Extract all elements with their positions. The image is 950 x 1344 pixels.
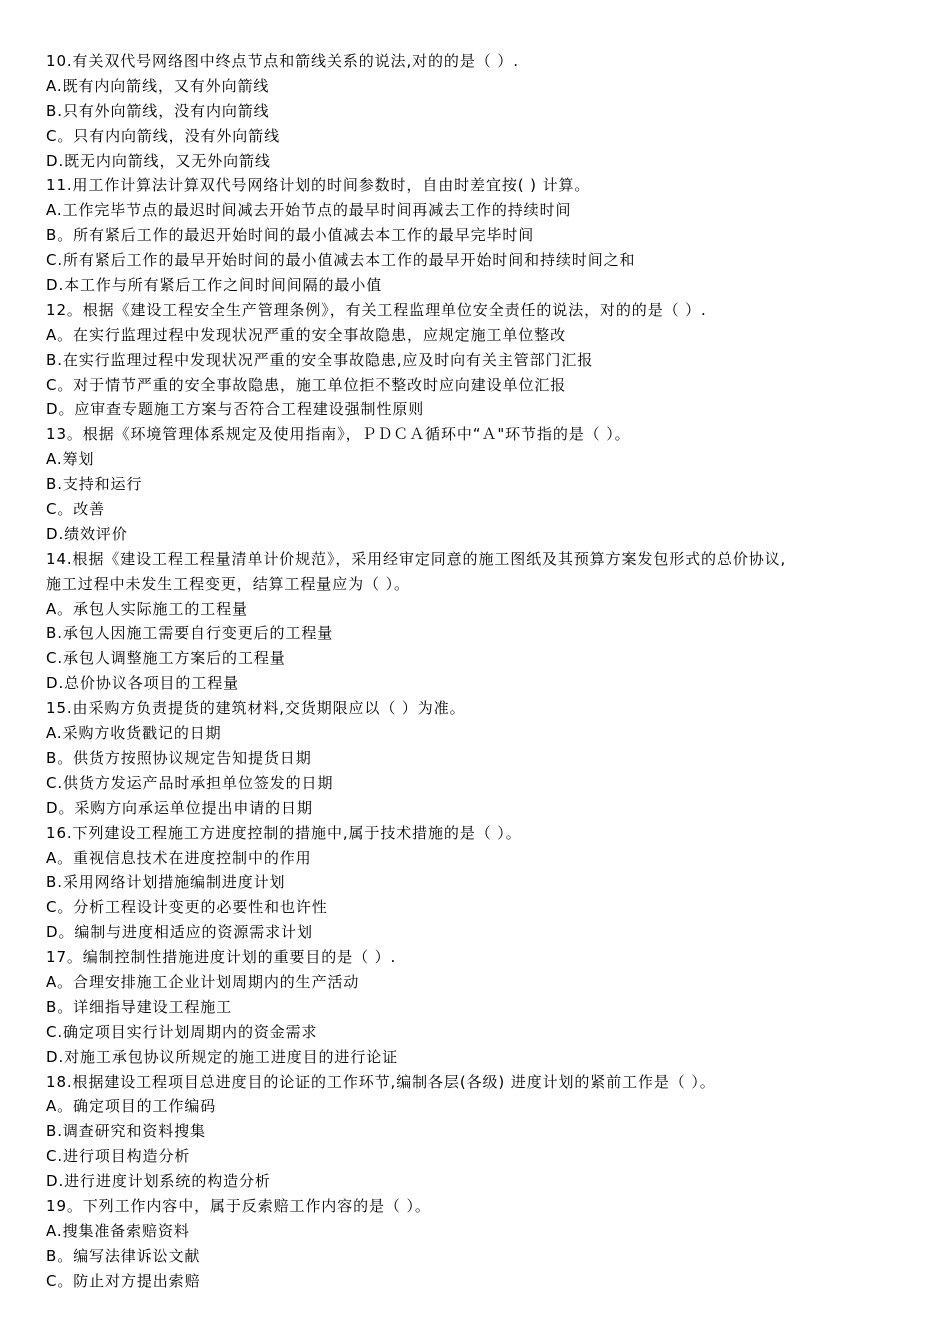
text-line: B.只有外向箭线，没有内向箭线 [46,101,270,120]
text-line: C.承包人调整施工方案后的工程量 [46,649,286,668]
text-line: 17。编制控制性措施进度计划的重要目的是（ ）. [46,948,397,967]
text-line: D.对施工承包协议所规定的施工进度目的进行论证 [46,1047,399,1066]
text-line: B.承包人因施工需要自行变更后的工程量 [46,624,334,643]
text-line: C。防止对方提出索赔 [46,1271,201,1290]
text-line: C。分析工程设计变更的必要性和也许性 [46,898,328,917]
text-line: C.供货方发运产品时承担单位签发的日期 [46,773,334,792]
text-line: 13。根据《环境管理体系规定及使用指南》，ＰＤＣＡ循环中“Ａ"环节指的是（ ）。 [46,425,631,444]
text-line: B。编写法律诉讼文献 [46,1246,201,1265]
document-page [46,49,926,1294]
text-line: A。在实行监理过程中发现状况严重的安全事故隐患，应规定施工单位整改 [46,325,566,344]
text-line: 15.由采购方负责提货的建筑材料,交货期限应以（ ）为准。 [46,699,466,718]
text-line: A.搜集准备索赔资料 [46,1221,190,1240]
text-line: A。确定项目的工作编码 [46,1097,217,1116]
text-line: A。重视信息技术在进度控制中的作用 [46,848,312,867]
text-line: D。采购方向承运单位提出申请的日期 [46,798,313,817]
text-line: 19。下列工作内容中，属于反索赔工作内容的是（ ）。 [46,1196,431,1215]
text-line: C。对于情节严重的安全事故隐患，施工单位拒不整改时应向建设单位汇报 [46,375,567,394]
text-line: C.进行项目构造分析 [46,1147,191,1166]
text-line: 14.根据《建设工程工程量清单计价规范》，采用经审定同意的施工图纸及其预算方案发包形式的总价协议, [46,549,787,568]
text-line: C.所有紧后工作的最早开始时间的最小值减去本工作的最早开始时间和持续时间之和 [46,251,636,270]
text-line: 16.下列建设工程施工方进度控制的措施中,属于技术措施的是（ ）。 [46,823,522,842]
text-line: B。供货方按照协议规定告知提货日期 [46,748,312,767]
text-line: A。承包人实际施工的工程量 [46,599,248,618]
text-line: B.在实行监理过程中发现状况严重的安全事故隐患,应及时向有关主管部门汇报 [46,350,594,369]
text-line: A.工作完毕节点的最迟时间减去开始节点的最早时间再减去工作的持续时间 [46,201,572,220]
text-line: C。只有内向箭线，没有外向箭线 [46,126,280,145]
text-line: A.既有内向箭线，又有外向箭线 [46,76,270,95]
text-line: 10.有关双代号网络图中终点节点和箭线关系的说法,对的的是（ ）. [46,52,519,70]
text-line: D.绩效评价 [46,524,128,543]
text-line: C.确定项目实行计划周期内的资金需求 [46,1022,318,1041]
text-line: B.调查研究和资料搜集 [46,1122,206,1141]
text-line: C。改善 [46,500,106,519]
text-line: 18.根据建设工程项目总进度目的论证的工作环节,编制各层(各级) 进度计划的紧前工作是（ ）。 [46,1072,716,1091]
text-line: B。详细指导建设工程施工 [46,997,233,1016]
text-line: A。合理安排施工企业计划周期内的生产活动 [46,972,360,991]
text-line: 11.用工作计算法计算双代号网络计划的时间参数时，自由时差宜按( ) 计算。 [46,176,591,195]
text-line: D.既无内向箭线，又无外向箭线 [46,151,271,170]
text-line: A.筹划 [46,450,95,469]
text-line: A.采购方收货戳记的日期 [46,724,222,743]
text-line: B.支持和运行 [46,475,143,494]
text-line: B。所有紧后工作的最迟开始时间的最小值减去本工作的最早完毕时间 [46,226,535,245]
text-line: B.采用网络计划措施编制进度计划 [46,873,286,892]
text-line: D.本工作与所有紧后工作之间时间间隔的最小值 [46,276,383,295]
text-line: D.进行进度计划系统的构造分析 [46,1172,271,1191]
text-line: D.总价协议各项目的工程量 [46,674,240,693]
text-line: D。应审查专题施工方案与否符合工程建设强制性原则 [46,400,425,419]
text-line: D。编制与进度相适应的资源需求计划 [46,923,313,942]
text-line: 施工过程中未发生工程变更，结算工程量应为（ ）。 [46,574,410,593]
text-line: 12。根据《建设工程安全生产管理条例》，有关工程监理单位安全责任的说法，对的的是（ ）. [46,300,707,319]
